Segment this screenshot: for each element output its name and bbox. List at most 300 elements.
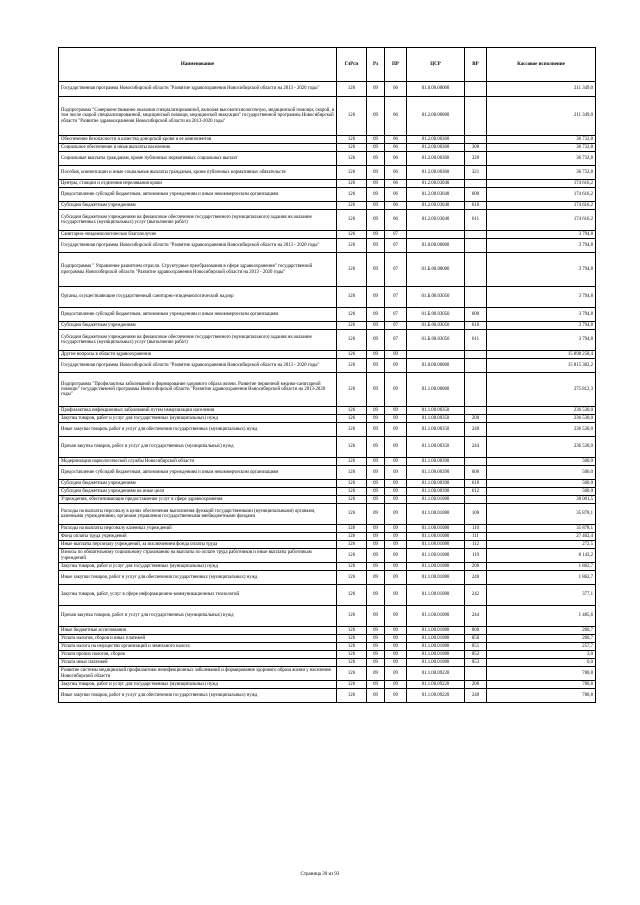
cell-csr: 01.1.00.00350 <box>407 423 465 437</box>
cell-name: Субсидии бюджетным учреждениям на финансовое обеспечение государственного (муниципального) задания на оказание государственных (муниципальных) услуг (выполнение работ) <box>59 330 337 351</box>
table-row <box>59 667 596 681</box>
table-header-row <box>59 48 596 82</box>
cell-pr: 06 <box>385 166 407 180</box>
header-csr: ЦСР <box>407 48 465 82</box>
cell-vr: 112 <box>465 541 487 549</box>
cell-csr: 01.Б.00.00000 <box>407 253 465 287</box>
cell-csr: 01.2.00.03040 <box>407 210 465 231</box>
table-row <box>59 488 596 496</box>
cell-rz: 09 <box>367 82 385 97</box>
cell-vr: 200 <box>465 563 487 571</box>
table-row <box>59 480 596 488</box>
cell-csr: 01.2.00.00360 <box>407 152 465 166</box>
cell-amount: 3 794,8 <box>487 308 596 322</box>
cell-csr: 01.0.00.00000 <box>407 359 465 373</box>
cell-pr: 09 <box>385 585 407 606</box>
cell-name: Расходы на выплаты персоналу в целях обеспечения выполнения функций государственными (муниципальными) органами, казенными учреждениями, органами управления государственными внебюджетными фондами <box>59 504 337 525</box>
cell-grbs: 126 <box>337 231 367 239</box>
cell-grbs: 126 <box>337 253 367 287</box>
cell-pr: 06 <box>385 97 407 136</box>
cell-rz: 09 <box>367 188 385 202</box>
cell-rz: 09 <box>367 322 385 330</box>
cell-rz: 09 <box>367 136 385 144</box>
cell-grbs: 126 <box>337 322 367 330</box>
cell-vr: 600 <box>465 466 487 480</box>
cell-vr <box>465 496 487 504</box>
cell-pr: 07 <box>385 330 407 351</box>
cell-vr <box>465 82 487 97</box>
cell-vr: 610 <box>465 480 487 488</box>
cell-pr: 07 <box>385 308 407 322</box>
table-row <box>59 689 596 703</box>
cell-vr <box>465 253 487 287</box>
cell-vr <box>465 458 487 466</box>
cell-csr: 01.1.00.00390 <box>407 480 465 488</box>
header-rz: Рз <box>367 48 385 82</box>
cell-pr: 09 <box>385 480 407 488</box>
cell-grbs: 126 <box>337 525 367 533</box>
cell-grbs: 126 <box>337 563 367 571</box>
cell-vr <box>465 359 487 373</box>
cell-amount: 3 794,8 <box>487 322 596 330</box>
header-cash-execution: Кассовое исполнение <box>487 48 596 82</box>
cell-pr: 09 <box>385 627 407 635</box>
cell-name: Закупка товаров, работ, услуг в сфере информационно-коммуникационных технологий <box>59 585 337 606</box>
budget-table <box>58 47 596 703</box>
cell-pr: 07 <box>385 287 407 308</box>
cell-amount: 35 878,1 <box>487 504 596 525</box>
cell-rz: 09 <box>367 359 385 373</box>
cell-name: Подпрограмма "Совершенствование оказания специализированной, включая высокотехнологичную, медицинской помощи, скорой, в том числе скорой специализированной, медицинской помощи, медицинской эвакуации" государственной программы Новосибирской области "Развитие здравоохранения Новосибирской области на 2013-2020 годы" <box>59 97 337 136</box>
cell-pr: 07 <box>385 239 407 253</box>
cell-grbs: 126 <box>337 330 367 351</box>
cell-pr: 09 <box>385 488 407 496</box>
cell-csr: 01.1.00.00350 <box>407 415 465 423</box>
cell-vr: 320 <box>465 152 487 166</box>
cell-pr: 07 <box>385 253 407 287</box>
cell-name: Социальные выплаты гражданам, кроме публичных нормативных социальных выплат <box>59 152 337 166</box>
cell-amount: 236 530,0 <box>487 407 596 415</box>
table-row <box>59 627 596 635</box>
cell-rz: 09 <box>367 166 385 180</box>
cell-vr: 611 <box>465 330 487 351</box>
cell-name: Субсидии бюджетным учреждениям на финансовое обеспечение государственного (муниципального) задания на оказание государственных (муниципальных) услуг (выполнение работ) <box>59 210 337 231</box>
cell-name: Закупка товаров, работ и услуг для государственных (муниципальных) нужд <box>59 681 337 689</box>
cell-amount: 3 794,8 <box>487 239 596 253</box>
cell-name: Уплата иных платежей <box>59 659 337 667</box>
cell-amount: 1 485,6 <box>487 606 596 627</box>
cell-grbs: 126 <box>337 437 367 458</box>
cell-name: Пособия, компенсации и иные социальные выплаты гражданам, кроме публичных нормативных обязательств <box>59 166 337 180</box>
cell-name: Иные бюджетные ассигнования <box>59 627 337 635</box>
cell-rz: 09 <box>367 689 385 703</box>
cell-vr: 610 <box>465 202 487 210</box>
cell-amount: 500,0 <box>487 480 596 488</box>
cell-vr <box>465 239 487 253</box>
cell-grbs: 126 <box>337 585 367 606</box>
cell-vr: 244 <box>465 437 487 458</box>
cell-rz: 09 <box>367 180 385 188</box>
cell-amount: 174 616,2 <box>487 188 596 202</box>
cell-vr: 100 <box>465 504 487 525</box>
cell-name: Расходы на выплаты персоналу казенных учреждений <box>59 525 337 533</box>
cell-vr: 111 <box>465 533 487 541</box>
cell-grbs: 126 <box>337 681 367 689</box>
cell-csr: 01.2.00.00360 <box>407 136 465 144</box>
cell-name: Предоставление субсидий бюджетным, автономным учреждениям и иным некоммерческим организациям <box>59 188 337 202</box>
cell-name: Уплата прочих налогов, сборов <box>59 651 337 659</box>
cell-name: Другие вопросы в области здравоохранения <box>59 351 337 359</box>
cell-vr: 110 <box>465 525 487 533</box>
cell-vr: 612 <box>465 488 487 496</box>
cell-rz: 09 <box>367 97 385 136</box>
cell-vr: 321 <box>465 166 487 180</box>
cell-rz: 09 <box>367 659 385 667</box>
cell-vr: 600 <box>465 308 487 322</box>
cell-pr: 09 <box>385 525 407 533</box>
table-row <box>59 136 596 144</box>
cell-amount: 36 732,8 <box>487 144 596 152</box>
cell-csr: 01.1.00.00000 <box>407 373 465 407</box>
table-row <box>59 681 596 689</box>
cell-grbs: 126 <box>337 373 367 407</box>
cell-rz: 09 <box>367 525 385 533</box>
cell-rz: 09 <box>367 549 385 563</box>
cell-vr: 200 <box>465 415 487 423</box>
cell-csr: 01.2.00.03040 <box>407 202 465 210</box>
cell-vr <box>465 97 487 136</box>
cell-grbs: 126 <box>337 152 367 166</box>
cell-grbs: 126 <box>337 166 367 180</box>
cell-csr: 01.1.00.00390 <box>407 466 465 480</box>
table-row <box>59 659 596 667</box>
cell-grbs: 126 <box>337 180 367 188</box>
table-row <box>59 287 596 308</box>
cell-amount: 260,7 <box>487 627 596 635</box>
cell-pr: 09 <box>385 373 407 407</box>
cell-pr: 09 <box>385 643 407 651</box>
cell-csr: 01.1.00.01080 <box>407 504 465 525</box>
cell-csr: 01.Б.00.03050 <box>407 322 465 330</box>
cell-csr: 01.1.00.01080 <box>407 643 465 651</box>
cell-amount: 36 732,8 <box>487 152 596 166</box>
cell-csr: 01.1.00.09220 <box>407 689 465 703</box>
cell-name: Субсидии бюджетным учреждениям <box>59 202 337 210</box>
cell-amount: 275 812,3 <box>487 373 596 407</box>
table-row <box>59 415 596 423</box>
table-row <box>59 458 596 466</box>
cell-amount: 1 862,7 <box>487 563 596 571</box>
cell-csr: 01.1.00.01080 <box>407 533 465 541</box>
cell-rz: 09 <box>367 144 385 152</box>
table-row <box>59 525 596 533</box>
table-row <box>59 549 596 563</box>
cell-vr: 242 <box>465 585 487 606</box>
table-row <box>59 322 596 330</box>
cell-name: Иные закупки товаров, работ и услуг для обеспечения государственных (муниципальных) нужд <box>59 689 337 703</box>
cell-grbs: 126 <box>337 466 367 480</box>
header-pr: ПР <box>385 48 407 82</box>
cell-rz: 09 <box>367 488 385 496</box>
table-row <box>59 437 596 458</box>
cell-vr: 611 <box>465 210 487 231</box>
cell-vr: 850 <box>465 635 487 643</box>
cell-amount: 377,1 <box>487 585 596 606</box>
cell-csr: 01.2.00.03040 <box>407 188 465 202</box>
table-row <box>59 188 596 202</box>
cell-amount: 236 530,0 <box>487 423 596 437</box>
cell-pr: 09 <box>385 496 407 504</box>
cell-vr: 852 <box>465 651 487 659</box>
cell-grbs: 126 <box>337 202 367 210</box>
cell-pr: 09 <box>385 415 407 423</box>
cell-name: Закупка товаров, работ и услуг для государственных (муниципальных) нужд <box>59 563 337 571</box>
cell-amount: 0,0 <box>487 659 596 667</box>
cell-pr: 09 <box>385 681 407 689</box>
cell-amount: 236 530,0 <box>487 415 596 423</box>
cell-pr: 09 <box>385 667 407 681</box>
cell-amount: 211 349,0 <box>487 82 596 97</box>
table-row <box>59 202 596 210</box>
cell-name: Государственная программа Новосибирской области "Развитие здравоохранения Новосибирской области на 2013 - 2020 годы" <box>59 82 337 97</box>
table-row <box>59 504 596 525</box>
cell-grbs: 126 <box>337 651 367 659</box>
cell-vr: 600 <box>465 188 487 202</box>
cell-grbs: 126 <box>337 144 367 152</box>
cell-csr: 01.1.00.01080 <box>407 659 465 667</box>
cell-rz: 09 <box>367 287 385 308</box>
cell-csr: 01.1.00.01080 <box>407 549 465 563</box>
cell-grbs: 126 <box>337 627 367 635</box>
cell-grbs: 126 <box>337 308 367 322</box>
cell-grbs: 126 <box>337 635 367 643</box>
cell-vr <box>465 407 487 415</box>
cell-rz: 09 <box>367 202 385 210</box>
cell-csr: 01.2.00.00360 <box>407 166 465 180</box>
cell-amount: 211 349,0 <box>487 97 596 136</box>
cell-amount: 500,0 <box>487 488 596 496</box>
cell-csr: 01.1.00.09220 <box>407 681 465 689</box>
cell-rz: 09 <box>367 239 385 253</box>
cell-rz: 09 <box>367 437 385 458</box>
cell-name: Взносы по обязательному социальному страхованию на выплаты по оплате труда работников и иные выплаты работникам учреждений <box>59 549 337 563</box>
cell-grbs: 126 <box>337 549 367 563</box>
cell-amount: 3 794,8 <box>487 330 596 351</box>
cell-vr: 200 <box>465 681 487 689</box>
table-row <box>59 152 596 166</box>
cell-amount: 3 794,8 <box>487 231 596 239</box>
cell-vr: 800 <box>465 627 487 635</box>
table-row <box>59 571 596 585</box>
cell-csr: 01.2.00.00000 <box>407 97 465 136</box>
cell-amount: 174 616,2 <box>487 180 596 188</box>
cell-amount: 174 616,2 <box>487 202 596 210</box>
cell-pr: 09 <box>385 533 407 541</box>
cell-csr: 01.1.00.00350 <box>407 437 465 458</box>
cell-csr: 01.1.00.09220 <box>407 667 465 681</box>
cell-vr <box>465 287 487 308</box>
cell-pr: 06 <box>385 180 407 188</box>
cell-name: Фонд оплаты труда учреждений <box>59 533 337 541</box>
cell-name: Иные выплаты персоналу учреждений, за исключением фонда оплаты труда <box>59 541 337 549</box>
cell-rz: 09 <box>367 253 385 287</box>
cell-grbs: 126 <box>337 606 367 627</box>
table-row <box>59 373 596 407</box>
cell-vr <box>465 351 487 359</box>
header-name: Наименование <box>59 48 337 82</box>
cell-grbs: 126 <box>337 407 367 415</box>
cell-name: Прочая закупка товаров, работ и услуг для государственных (муниципальных) нужд <box>59 437 337 458</box>
cell-csr: 01.1.00.01080 <box>407 571 465 585</box>
cell-vr <box>465 667 487 681</box>
cell-name: Профилактика инфекционных заболеваний путем иммунизации населения <box>59 407 337 415</box>
cell-pr: 06 <box>385 210 407 231</box>
cell-rz: 09 <box>367 563 385 571</box>
cell-vr: 240 <box>465 571 487 585</box>
cell-name: Иные закупки товаров, работ и услуг для обеспечения государственных (муниципальных) нужд <box>59 423 337 437</box>
cell-grbs: 126 <box>337 643 367 651</box>
cell-rz: 09 <box>367 651 385 659</box>
cell-amount: 174 616,2 <box>487 210 596 231</box>
table-row <box>59 239 596 253</box>
cell-amount: 3 794,8 <box>487 253 596 287</box>
cell-pr: 09 <box>385 458 407 466</box>
table-row <box>59 144 596 152</box>
cell-csr: 01.Б.00.03050 <box>407 330 465 351</box>
cell-rz: 09 <box>367 627 385 635</box>
cell-vr <box>465 231 487 239</box>
table-row <box>59 82 596 97</box>
cell-rz: 09 <box>367 635 385 643</box>
cell-rz: 09 <box>367 480 385 488</box>
cell-name: Предоставление субсидий бюджетным, автономным учреждениям и иным некоммерческим организациям <box>59 466 337 480</box>
header-vr: ВР <box>465 48 487 82</box>
cell-csr: 01.1.00.00390 <box>407 458 465 466</box>
table-row <box>59 423 596 437</box>
cell-pr: 09 <box>385 466 407 480</box>
cell-pr: 09 <box>385 351 407 359</box>
cell-rz: 09 <box>367 504 385 525</box>
cell-rz: 09 <box>367 231 385 239</box>
table-row <box>59 466 596 480</box>
cell-pr: 09 <box>385 423 407 437</box>
cell-csr <box>407 231 465 239</box>
cell-amount: 260,7 <box>487 635 596 643</box>
cell-grbs: 126 <box>337 689 367 703</box>
cell-csr: 01.2.00.03040 <box>407 180 465 188</box>
cell-name: Обеспечение безопасности и качества донорской крови и ее компонентов <box>59 136 337 144</box>
cell-csr: 01.1.00.01080 <box>407 585 465 606</box>
cell-grbs: 126 <box>337 423 367 437</box>
cell-grbs: 126 <box>337 239 367 253</box>
cell-grbs: 126 <box>337 82 367 97</box>
cell-name: Государственная программа Новосибирской области "Развитие здравоохранения Новосибирской области на 2013 - 2020 годы" <box>59 359 337 373</box>
table-row <box>59 210 596 231</box>
cell-csr: 01.1.00.01080 <box>407 627 465 635</box>
cell-pr: 09 <box>385 659 407 667</box>
cell-csr: 01.1.00.01080 <box>407 525 465 533</box>
cell-pr: 09 <box>385 437 407 458</box>
cell-name: Субсидии бюджетным учреждениям <box>59 322 337 330</box>
cell-amount: 257,7 <box>487 643 596 651</box>
cell-name: Учреждения, обеспечивающие предоставление услуг в сфере здравоохранения <box>59 496 337 504</box>
cell-vr <box>465 373 487 407</box>
table-row <box>59 533 596 541</box>
cell-rz: 09 <box>367 458 385 466</box>
cell-rz: 09 <box>367 606 385 627</box>
cell-grbs: 126 <box>337 504 367 525</box>
cell-grbs: 126 <box>337 488 367 496</box>
cell-csr: 01.1.00.01080 <box>407 651 465 659</box>
cell-vr <box>465 136 487 144</box>
cell-csr: 01.1.00.01080 <box>407 496 465 504</box>
cell-vr: 119 <box>465 549 487 563</box>
cell-name: Прочая закупка товаров, работ и услуг для государственных (муниципальных) нужд <box>59 606 337 627</box>
table-row <box>59 97 596 136</box>
cell-rz: 09 <box>367 308 385 322</box>
cell-csr: 01.1.00.00390 <box>407 488 465 496</box>
cell-name: Закупка товаров, работ и услуг для государственных (муниципальных) нужд <box>59 415 337 423</box>
table-row <box>59 585 596 606</box>
cell-grbs: 126 <box>337 359 367 373</box>
table-row <box>59 496 596 504</box>
report-sheet <box>58 47 595 703</box>
cell-grbs: 126 <box>337 188 367 202</box>
cell-rz: 09 <box>367 351 385 359</box>
table-row <box>59 359 596 373</box>
cell-rz: 09 <box>367 667 385 681</box>
cell-name: Субсидии бюджетным учреждениям <box>59 480 337 488</box>
cell-vr: 244 <box>465 606 487 627</box>
cell-csr: 01.0.00.00000 <box>407 82 465 97</box>
cell-rz: 09 <box>367 496 385 504</box>
cell-csr: 01.2.00.00360 <box>407 144 465 152</box>
table-row <box>59 635 596 643</box>
cell-rz: 09 <box>367 466 385 480</box>
cell-amount: 500,0 <box>487 466 596 480</box>
cell-pr: 06 <box>385 188 407 202</box>
cell-name: Предоставление субсидий бюджетным, автономным учреждениям и иным некоммерческим организациям <box>59 308 337 322</box>
cell-amount: 780,8 <box>487 667 596 681</box>
cell-vr: 240 <box>465 689 487 703</box>
cell-csr: 01.Б.00.03050 <box>407 308 465 322</box>
cell-pr: 06 <box>385 152 407 166</box>
cell-pr: 06 <box>385 136 407 144</box>
cell-grbs: 126 <box>337 415 367 423</box>
cell-vr: 853 <box>465 659 487 667</box>
cell-rz: 09 <box>367 533 385 541</box>
table-row <box>59 231 596 239</box>
cell-pr: 09 <box>385 635 407 643</box>
table-row <box>59 407 596 415</box>
cell-csr: 01.1.00.01080 <box>407 606 465 627</box>
cell-rz: 09 <box>367 571 385 585</box>
cell-rz: 09 <box>367 210 385 231</box>
cell-vr: 300 <box>465 144 487 152</box>
cell-csr <box>407 351 465 359</box>
table-row <box>59 180 596 188</box>
cell-amount: 3 794,8 <box>487 287 596 308</box>
table-row <box>59 563 596 571</box>
cell-rz: 09 <box>367 423 385 437</box>
table-row <box>59 651 596 659</box>
cell-grbs: 126 <box>337 351 367 359</box>
table-row <box>59 166 596 180</box>
cell-pr: 06 <box>385 82 407 97</box>
cell-pr: 06 <box>385 144 407 152</box>
cell-rz: 09 <box>367 407 385 415</box>
page-number: Страница 39 из 93 <box>300 872 340 877</box>
